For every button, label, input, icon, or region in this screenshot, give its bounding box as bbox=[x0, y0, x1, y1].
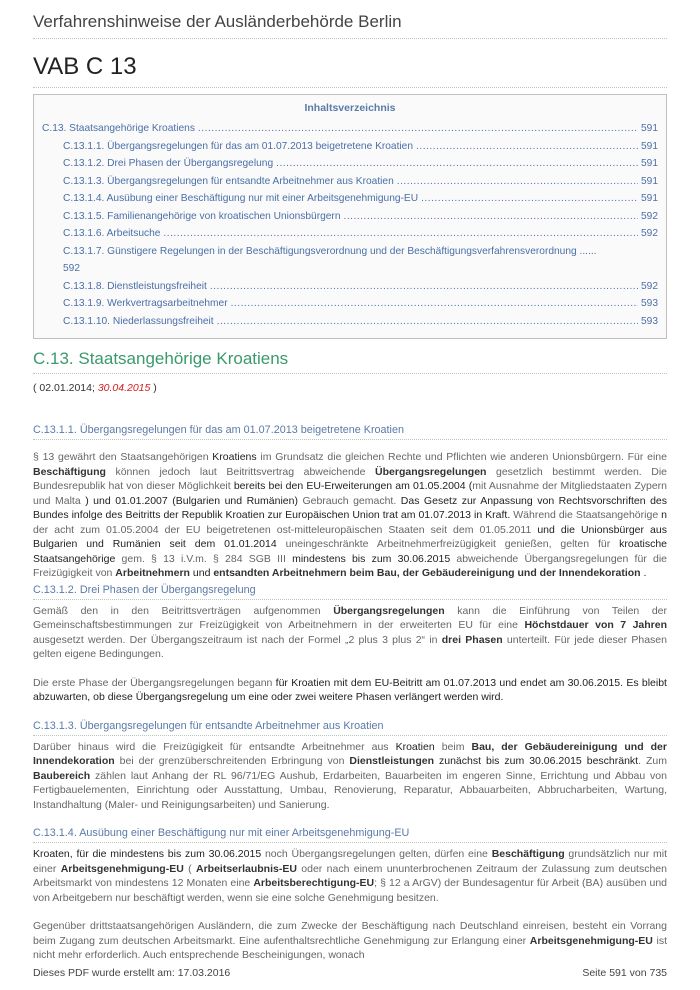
toc-item[interactable]: C.13.1.8. Dienstleistungsfreiheit ..... 592 bbox=[42, 278, 658, 296]
toc-item[interactable]: C.13.1.3. Übergangsregelungen für entsandte Arbeitnehmer aus Kroatien ..... 591 bbox=[42, 173, 658, 191]
paragraph: Darüber hinaus wird die Freizügigkeit für entsandte Arbeitnehmer aus Kroatien beim Bau, der Gebäudereinigung und der Innendekoration bei der grenzüberschreitenden Erbringung von Dienstleistungen zunächst bis zum 30.06.2015 beschränkt. Zum Baubereich zählen laut Anhang der RL 96/71/EG Aushub, Erdarbeiten, Bauarbeiten im engeren Sinne, Errichtung und Abbau von Fertigbauelementen, Einrichtung oder Ausstattung, Umbau, Renovierung, Reparatur, Abbauarbeiten, Abbrucharbeiten, Wartung, Instandhaltung (Maler- und Reinigungsarbeiten) und Sanierung. bbox=[33, 740, 667, 811]
toc-item[interactable]: C.13. Staatsangehörige Kroatiens ..... 591 bbox=[42, 120, 658, 138]
subsection-heading: C.13.1.2. Drei Phasen der Übergangsregelung bbox=[33, 584, 667, 600]
footer bbox=[33, 967, 667, 979]
toc-item[interactable]: C.13.1.6. Arbeitsuche ..... 592 bbox=[42, 225, 658, 243]
table-of-contents bbox=[33, 94, 667, 339]
section-title: C.13. Staatsangehörige Kroatiens bbox=[33, 349, 667, 374]
document-title: VAB C 13 bbox=[33, 53, 667, 88]
page bbox=[33, 0, 667, 963]
toc-item[interactable]: C.13.1.5. Familienangehörige von kroatischen Unionsbürgern ..... 592 bbox=[42, 208, 658, 226]
toc-item[interactable]: C.13.1.7. Günstigere Regelungen in der Beschäftigungsverordnung und der Beschäftigungsverfahrensverordnung ...... 592 bbox=[63, 245, 597, 274]
header-title: Verfahrenshinweise der Ausländerbehörde Berlin bbox=[33, 12, 667, 39]
paragraph: Die erste Phase der Übergangsregelungen begann für Kroatien mit dem EU-Beitritt am 01.07.2013 und endet am 30.06.2015. Es bleibt abzuwarten, ob diese Übergangsregelung um eine oder zwei weitere Phasen verlängert werden wird. bbox=[33, 676, 667, 703]
subsection-heading: C.13.1.4. Ausübung einer Beschäftigung nur mit einer Arbeitsgenehmigung-EU bbox=[33, 827, 667, 843]
toc-item[interactable]: C.13.1.1. Übergangsregelungen für das am 01.07.2013 beigetretene Kroatien ..... 591 bbox=[42, 138, 658, 156]
toc-item[interactable]: C.13.1.9. Werkvertragsarbeitnehmer ..... 593 bbox=[42, 295, 658, 313]
toc-item[interactable]: C.13.1.10. Niederlassungsfreiheit ..... 593 bbox=[42, 313, 658, 331]
toc-item[interactable]: C.13.1.4. Ausübung einer Beschäftigung nur mit einer Arbeitsgenehmigung-EU ..... 591 bbox=[42, 190, 658, 208]
toc-title: Inhaltsverzeichnis bbox=[304, 102, 396, 114]
paragraph: Gegenüber drittstaatsangehörigen Ausländern, die zum Zwecke der Beschäftigung nach Deutschland einreisen, besteht ein Vorrang beim Zugang zum deutschen Arbeitsmarkt. Eine aufenthaltsrechtliche Genehmigung zur Erlangung einer Arbeitsgenehmigung-EU ist nicht mehr erforderlich. Auch entsprechende Bescheinigungen, wonach bbox=[33, 920, 667, 961]
paragraph: Gemäß den in den Beitrittsverträgen aufgenommen Übergangsregelungen kann die Einführung von Teilen der Gemeinschaftsbestimmungen zur Freizügigkeit von Arbeitnehmern in der erweiterten EU für eine Höchstdauer von 7 Jahren ausgesetzt werden. Der Übergangszeitraum ist nach der Formel „2 plus 3 plus 2“ in drei Phasen unterteilt. Für jede dieser Phasen gelten eigene Bedingungen. bbox=[33, 604, 668, 660]
revision-dates: ( 02.01.2014; 30.04.2015 ) bbox=[33, 382, 157, 394]
footer-created: Dieses PDF wurde erstellt am: 17.03.2016 bbox=[33, 967, 231, 979]
subsection-heading: C.13.1.3. Übergangsregelungen für entsandte Arbeitnehmer aus Kroatien bbox=[33, 720, 667, 736]
paragraph: § 13 gewährt den Staatsangehörigen Kroatiens im Grundsatz die gleichen Rechte und Pflichten wie anderen Unionsbürgern. Für eine Beschäftigung können jedoch laut Beitrittsvertrag abweichende Übergangsregelungen gesetzlich bestimmt werden. Die Bundesrepublik hat von dieser Möglichkeit bereits bei den EU-Erweiterungen am 01.05.2004 (mit Ausnahme der Mitgliedstaaten Zypern und Malta ) und 01.01.2007 (Bulgarien und Rumänien) Gebrauch gemacht. Das Gesetz zur Anpassung von Rechtsvorschriften des Bundes infolge des Beitritts der Republik Kroatien zur Europäischen Union trat am 01.07.2013 in Kraft. Während die Staatsangehörige n der acht zum 01.05.2004 der EU beigetretenen ost-mitteleuropäischen Staaten seit dem 01.05.2011 und die Unionsbürger aus Bulgarien und Rumänien seit dem 01.01.2014 uneingeschränkte Arbeitnehmerfreizügigkeit genießen, gelten für kroatische Staatsangehörige gem. § 13 i.V.m. § 284 SGB III mindestens bis zum 30.06.2015 abweichende Übergangsregelungen für die Freizügigkeit von Arbeitnehmern und entsandten Arbeitnehmern beim Bau, der Gebäudereinigung und der Innendekoration . bbox=[33, 451, 668, 579]
footer-page-number: Seite 591 von 735 bbox=[582, 967, 667, 979]
paragraph: Kroaten, für die mindestens bis zum 30.06.2015 noch Übergangsregelungen gelten, dürfen eine Beschäftigung grundsätzlich nur mit einer Arbeitsgenehmigung-EU ( Arbeitserlaubnis-EU oder nach einem ununterbrochenen Zeitraum der Zulassung zum deutschen Arbeitsmarkt von mindestens 12 Monaten eine Arbeitsberechtigung-EU; § 12 a ArGV) der Bundesagentur für Arbeit (BA) ausüben und von Arbeitgebern nur beschäftigt werden, wenn sie eine solche Genehmigung besitzen. bbox=[33, 848, 667, 904]
toc-item[interactable]: C.13.1.2. Drei Phasen der Übergangsregelung ..... 591 bbox=[42, 155, 658, 173]
subsection-heading: C.13.1.1. Übergangsregelungen für das am 01.07.2013 beigetretene Kroatien bbox=[33, 424, 667, 440]
